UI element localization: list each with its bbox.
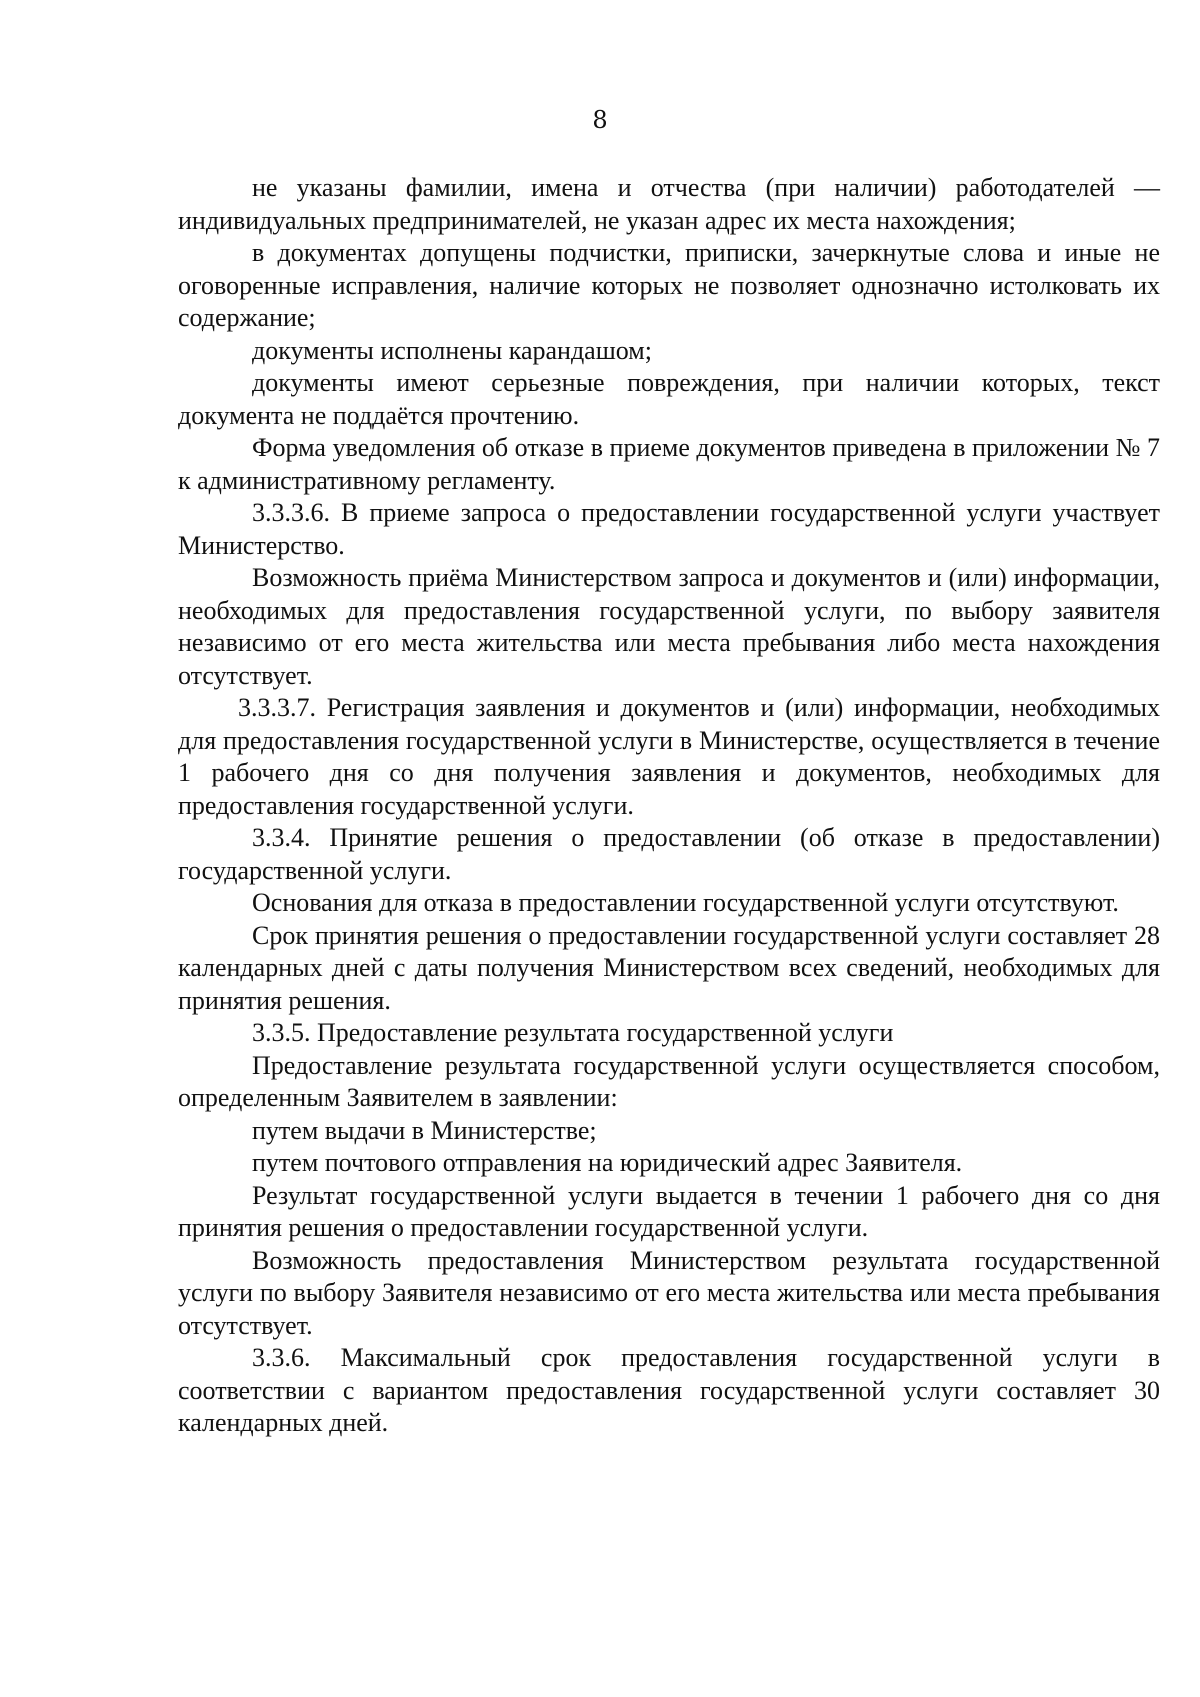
paragraph: путем почтового отправления на юридический адрес Заявителя. <box>252 1148 963 1177</box>
page-number: 8 <box>592 106 608 134</box>
paragraph: Возможность приёма Министерством запроса и документов и (или) информации, необходимых для предоставления государственной услуги, по выбору заявителя независимо от его места жительства или места пребывания либо места нахождения отсутствует. <box>178 563 1160 690</box>
paragraph: 3.3.4. Принятие решения о предоставлении (об отказе в предоставлении) государственной услуги. <box>178 823 1160 885</box>
paragraph: не указаны фамилии, имена и отчества (при наличии) работодателей — индивидуальных предпринимателей, не указан адрес их места нахождения; <box>178 173 1160 235</box>
paragraph: 3.3.3.7. Регистрация заявления и документов и (или) информации, необходимых для предоставления государственной услуги в Министерстве, осуществляется в течение 1 рабочего дня со дня получения заявления и документов, необходимых для предоставления государственной услуги. <box>178 693 1160 820</box>
paragraph: 3.3.6. Максимальный срок предоставления государственной услуги в соответствии с вариантом предоставления государственной услуги составляет 30 календарных дней. <box>178 1343 1160 1437</box>
document-body <box>178 172 1160 1440</box>
paragraph: 3.3.5. Предоставление результата государственной услуги <box>252 1018 894 1047</box>
paragraph: 3.3.3.6. В приеме запроса о предоставлении государственной услуги участвует Министерство. <box>178 498 1160 560</box>
paragraph: Предоставление результата государственной услуги осуществляется способом, определенным Заявителем в заявлении: <box>178 1050 1160 1112</box>
paragraph: в документах допущены подчистки, приписки, зачеркнутые слова и иные не оговоренные исправления, наличие которых не позволяет однозначно истолковать их содержание; <box>178 238 1160 332</box>
paragraph: путем выдачи в Министерстве; <box>252 1115 597 1145</box>
paragraph: Основания для отказа в предоставлении государственной услуги отсутствуют. <box>252 888 1119 917</box>
paragraph: документы имеют серьезные повреждения, при наличии которых, текст документа не поддаётся прочтению. <box>178 368 1160 430</box>
paragraph: Результат государственной услуги выдается в течении 1 рабочего дня со дня принятия решения о предоставлении государственной услуги. <box>178 1180 1160 1242</box>
paragraph: Срок принятия решения о предоставлении государственной услуги составляет 28 календарных дней с даты получения Министерством всех сведений, необходимых для принятия решения. <box>178 920 1160 1015</box>
paragraph: Возможность предоставления Министерством результата государственной услуги по выбору Заявителя независимо от его места жительства или места пребывания отсутствует. <box>178 1245 1160 1340</box>
paragraph: документы исполнены карандашом; <box>252 335 652 365</box>
paragraph: Форма уведомления об отказе в приеме документов приведена в приложении № 7 к административному регламенту. <box>178 433 1160 495</box>
